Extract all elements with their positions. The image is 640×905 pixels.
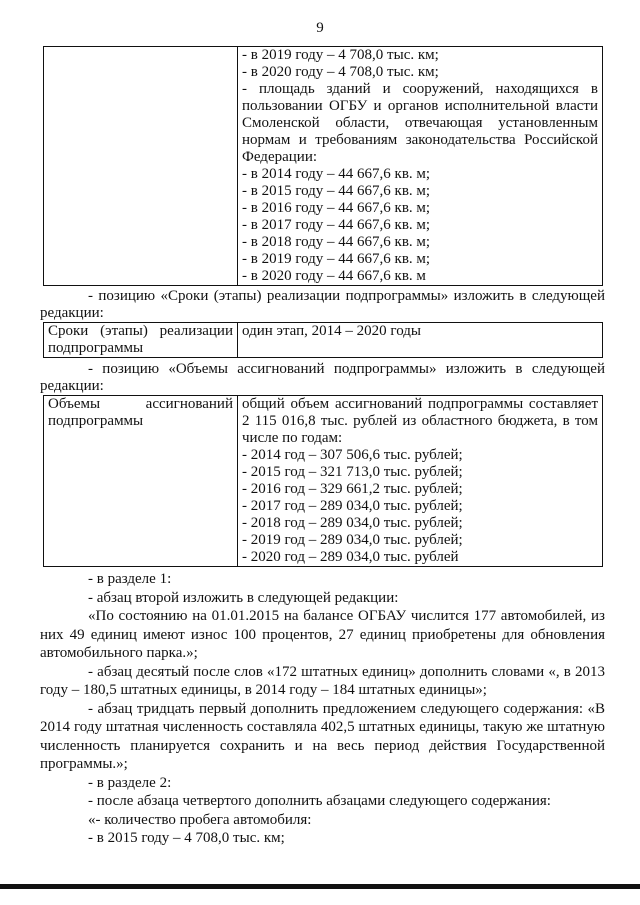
- bottom-scan-border: [0, 884, 640, 889]
- amendments-text: [40, 570, 605, 848]
- paragraph: - после абзаца четвертого дополнить абзацами следующего содержания:: [88, 793, 551, 809]
- list-item: - в 2017 году – 44 667,6 кв. м;: [242, 217, 431, 233]
- list-item: - в 2019 году – 44 667,6 кв. м;: [242, 251, 431, 267]
- funding-intro: общий объем ассигнований подпрограммы составляет 2 115 016,8 тыс. рублей из областного бюджета, в том числе по годам:: [242, 396, 598, 446]
- list-item: - в 2020 году – 4 708,0 тыс. км;: [242, 64, 439, 80]
- funding-table-value: [238, 396, 603, 567]
- page-number: 9: [316, 20, 324, 36]
- funding-table-label-text: Объемы ассигнований подпрограммы: [48, 396, 233, 429]
- list-item: - в 2019 году – 4 708,0 тыс. км;: [242, 47, 439, 63]
- terms-table-value: один этап, 2014 – 2020 годы: [238, 323, 603, 358]
- document-body: [40, 46, 605, 848]
- list-item: - 2015 год – 321 713,0 тыс. рублей;: [242, 464, 463, 480]
- paragraph: - абзац тридцать первый дополнить предложением следующего содержания: «В 2014 году штатная численность составляла 402,5 штатных единицы, такую же штатную численность планируется сохранить и на весь период действия Государственной программы.»;: [40, 700, 605, 772]
- paragraph: - абзац второй изложить в следующей редакции:: [88, 589, 399, 606]
- list-item: - площадь зданий и сооружений, находящихся в пользовании ОГБУ и органов исполнительной власти Смоленской области, отвечающая установленным нормам и требованиям законодательства Российской Федерации:: [242, 81, 598, 165]
- paragraph: «По состоянию на 01.01.2015 на балансе ОГБАУ числится 177 автомобилей, из них 49 единиц имеют износ 100 процентов, 27 единиц приобретены для обновления автомобильного парка.»;: [40, 608, 605, 661]
- indicators-table: [43, 46, 603, 286]
- paragraph: - абзац десятый после слов «172 штатных единиц» дополнить словами «, в 2013 году – 180,5 штатных единицы, в 2014 году – 184 штатных единицы»;: [40, 663, 605, 698]
- list-item: - 2014 год – 307 506,6 тыс. рублей;: [242, 447, 463, 463]
- list-item: - в 2018 году – 44 667,6 кв. м;: [242, 234, 431, 250]
- list-item: - 2018 год – 289 034,0 тыс. рублей;: [242, 515, 463, 531]
- indicators-table-left-cell: [44, 47, 238, 286]
- paragraph: - в разделе 1:: [88, 571, 172, 587]
- list-item: - 2020 год – 289 034,0 тыс. рублей: [242, 549, 459, 565]
- list-item: - в 2020 году – 44 667,6 кв. м: [242, 268, 426, 284]
- list-item: - 2019 год – 289 034,0 тыс. рублей;: [242, 532, 463, 548]
- funding-table: [43, 395, 603, 567]
- paragraph: - в 2015 году – 4 708,0 тыс. км;: [88, 830, 285, 846]
- list-item: - в 2016 году – 44 667,6 кв. м;: [242, 200, 431, 216]
- list-item: - в 2015 году – 44 667,6 кв. м;: [242, 183, 431, 199]
- paragraph-terms-intro: - позицию «Сроки (этапы) реализации подпрограммы» изложить в следующей редакции:: [40, 288, 605, 321]
- funding-table-label: [44, 396, 238, 567]
- list-item: - 2017 год – 289 034,0 тыс. рублей;: [242, 498, 463, 514]
- list-item: - 2016 год – 329 661,2 тыс. рублей;: [242, 481, 463, 497]
- paragraph: «- количество пробега автомобиля:: [88, 811, 312, 828]
- terms-table: [43, 322, 603, 358]
- paragraph: - в разделе 2:: [88, 774, 172, 791]
- indicators-table-right-cell: [238, 47, 603, 286]
- list-item: - в 2014 году – 44 667,6 кв. м;: [242, 166, 431, 182]
- paragraph-funding-intro: - позицию «Объемы ассигнований подпрограммы» изложить в следующей редакции:: [40, 361, 605, 394]
- terms-table-label: Сроки (этапы) реализации подпрограммы: [44, 323, 238, 358]
